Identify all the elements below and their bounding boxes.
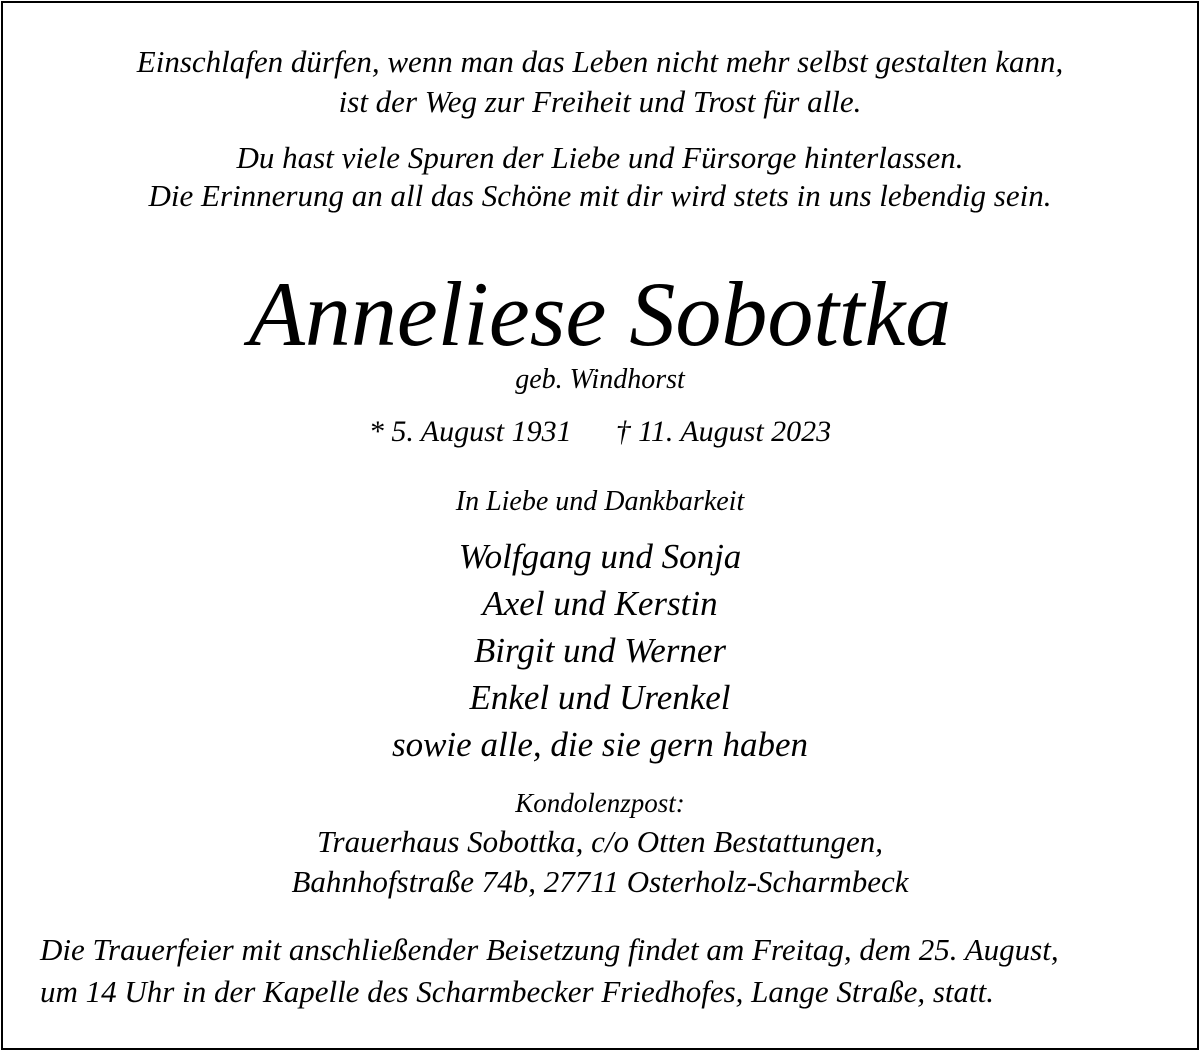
condolence-label: Kondolenzpost: [515, 788, 685, 818]
mourner-name: Enkel und Urenkel [469, 678, 731, 717]
condolence-address: Trauerhaus Sobottka, c/o Otten Bestattungen, [316, 824, 883, 859]
death-date: † 11. August 2023 [615, 415, 832, 448]
motto-line: ist der Weg zur Freiheit und Trost für alle. [338, 84, 862, 119]
birth-date: * 5. August 1931 [368, 415, 572, 448]
motto-line: Du hast viele Spuren der Liebe und Fürsorge hinterlassen. [236, 140, 964, 175]
mourner-name: Axel und Kerstin [482, 584, 718, 623]
funeral-notice: um 14 Uhr in der Kapelle des Scharmbecker Friedhofes, Lange Straße, statt. [40, 974, 994, 1009]
mourner-name: Birgit und Werner [473, 631, 727, 670]
motto-line: Die Erinnerung an all das Schöne mit dir wird stets in uns lebendig sein. [148, 178, 1052, 213]
mourners-intro: In Liebe und Dankbarkeit [455, 486, 745, 517]
motto-line: Einschlafen dürfen, wenn man das Leben nicht mehr selbst gestalten kann, [136, 44, 1064, 79]
deceased-name: Anneliese Sobottka [248, 263, 952, 365]
mourner-name: sowie alle, die sie gern haben [391, 725, 809, 764]
mourner-name: Wolfgang und Sonja [458, 537, 742, 576]
life-dates [0, 417, 1200, 447]
condolence-address: Bahnhofstraße 74b, 27711 Osterholz-Scharmbeck [291, 864, 909, 899]
birth-name: geb. Windhorst [515, 364, 685, 395]
funeral-notice: Die Trauerfeier mit anschließender Beisetzung findet am Freitag, dem 25. August, [40, 932, 1059, 967]
